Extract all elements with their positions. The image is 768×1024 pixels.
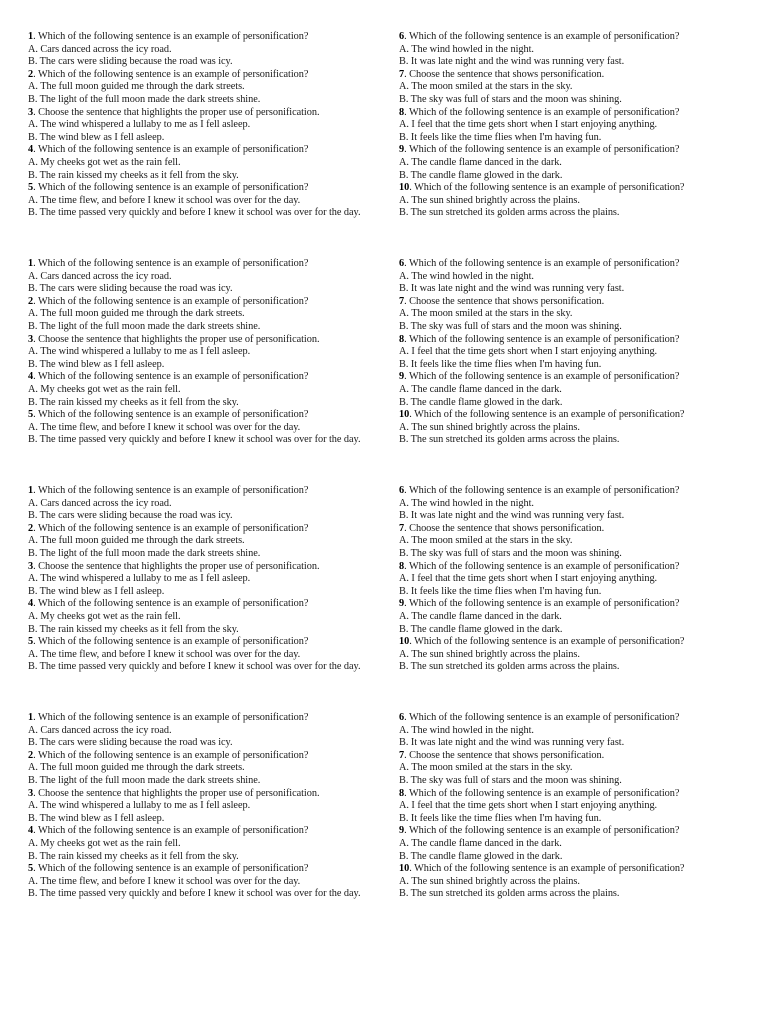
answer-option: A. The wind howled in the night.	[399, 43, 534, 55]
answer-option: B. The rain kissed my cheeks as it fell from the sky.	[28, 623, 239, 635]
answer-option: A. My cheeks got wet as the rain fell.	[28, 610, 181, 622]
question-line	[28, 636, 366, 649]
question-number: 4	[28, 144, 34, 156]
question-number: 1	[28, 258, 34, 269]
question-text: . Which of the following sentence is an example of personification?	[33, 825, 309, 837]
question-number: 8	[399, 106, 405, 118]
question-number: 2	[28, 68, 34, 80]
answer-option: A. The time flew, and before I knew it school was over for the day.	[28, 648, 301, 660]
question-number: 9	[399, 598, 405, 610]
question-line	[28, 750, 366, 763]
question-text: . Which of the following sentence is an example of personification?	[404, 258, 680, 269]
answer-option: B. The cars were sliding because the road was icy.	[28, 56, 233, 68]
question-text: . Choose the sentence that shows personification.	[404, 522, 605, 534]
answer-option: B. The wind blew as I fell asleep.	[28, 812, 165, 824]
answer-option: B. It feels like the time flies when I'm having fun.	[399, 358, 602, 370]
question-number: 7	[399, 295, 405, 307]
question-text: . Which of the following sentence is an example of personification?	[33, 182, 309, 194]
question-block-2-left	[28, 258, 366, 484]
answer-option: A. I feel that the time gets short when I start enjoying anything.	[399, 573, 658, 585]
question-text: . Choose the sentence that highlights the proper use of personification.	[33, 106, 320, 118]
question-number: 6	[399, 258, 405, 269]
answer-option: A. The full moon guided me through the dark streets.	[28, 535, 245, 547]
question-line	[28, 825, 366, 838]
answer-option: B. The wind blew as I fell asleep.	[28, 358, 165, 370]
question-text: . Choose the sentence that shows personification.	[404, 295, 605, 307]
question-text: . Choose the sentence that highlights the proper use of personification.	[33, 787, 320, 799]
question-text: . Which of the following sentence is an example of personification?	[33, 144, 309, 156]
answer-option: B. The candle flame glowed in the dark.	[399, 850, 563, 862]
question-number: 6	[399, 712, 405, 723]
answer-option: B. It feels like the time flies when I'm having fun.	[399, 812, 602, 824]
question-text: . Which of the following sentence is an example of personification?	[404, 560, 680, 572]
answer-option: A. The time flew, and before I knew it school was over for the day.	[28, 194, 301, 206]
question-line	[28, 409, 366, 422]
answer-option: A. Cars danced across the icy road.	[28, 497, 172, 509]
answer-option: B. The sun stretched its golden arms across the plains.	[399, 661, 620, 673]
answer-option: A. The sun shined brightly across the plains.	[399, 648, 580, 660]
question-text: . Which of the following sentence is an example of personification?	[33, 749, 309, 761]
answer-option: B. The sun stretched its golden arms across the plains.	[399, 888, 620, 900]
question-text: . Which of the following sentence is an example of personification?	[409, 182, 685, 194]
answer-option: B. The candle flame glowed in the dark.	[399, 623, 563, 635]
question-line	[399, 69, 739, 82]
question-text: . Which of the following sentence is an example of personification?	[409, 636, 685, 648]
question-text: . Which of the following sentence is an example of personification?	[33, 863, 309, 875]
answer-option: B. The cars were sliding because the road was icy.	[28, 283, 233, 295]
answer-option: A. I feel that the time gets short when I start enjoying anything.	[399, 346, 658, 358]
answer-option: A. The moon smiled at the stars in the sky.	[399, 81, 573, 93]
answer-option: A. The time flew, and before I knew it school was over for the day.	[28, 421, 301, 433]
question-line	[399, 788, 739, 801]
answer-option: A. Cars danced across the icy road.	[28, 43, 172, 55]
question-text: . Which of the following sentence is an example of personification?	[404, 598, 680, 610]
question-number: 5	[28, 863, 34, 875]
question-line	[399, 31, 739, 44]
question-text: . Which of the following sentence is an example of personification?	[404, 712, 680, 723]
question-text: . Which of the following sentence is an example of personification?	[33, 31, 309, 42]
answer-option: B. The cars were sliding because the road was icy.	[28, 737, 233, 749]
question-block-1-right	[399, 31, 739, 257]
question-number: 2	[28, 295, 34, 307]
question-line	[399, 523, 739, 536]
answer-option: B. The wind blew as I fell asleep.	[28, 585, 165, 597]
question-text: . Which of the following sentence is an example of personification?	[33, 522, 309, 534]
question-line	[399, 107, 739, 120]
question-number: 3	[28, 787, 34, 799]
answer-option: A. The full moon guided me through the dark streets.	[28, 762, 245, 774]
question-line	[399, 296, 739, 309]
question-text: . Which of the following sentence is an example of personification?	[33, 68, 309, 80]
question-text: . Which of the following sentence is an example of personification?	[404, 144, 680, 156]
answer-option: A. The wind whispered a lullaby to me as I fell asleep.	[28, 800, 251, 812]
question-block-4-left	[28, 712, 366, 938]
question-line	[399, 258, 739, 271]
question-text: . Which of the following sentence is an example of personification?	[404, 106, 680, 118]
question-line	[28, 334, 366, 347]
question-text: . Choose the sentence that shows personification.	[404, 68, 605, 80]
question-number: 5	[28, 182, 34, 194]
question-line	[399, 409, 739, 422]
question-number: 9	[399, 825, 405, 837]
answer-option: A. My cheeks got wet as the rain fell.	[28, 156, 181, 168]
question-number: 5	[28, 636, 34, 648]
question-line	[399, 561, 739, 574]
answer-option: B. The candle flame glowed in the dark.	[399, 169, 563, 181]
answer-option: B. The time passed very quickly and before I knew it school was over for the day.	[28, 888, 361, 900]
question-block-1-left	[28, 31, 366, 257]
answer-option: A. The sun shined brightly across the plains.	[399, 875, 580, 887]
answer-option: B. The sky was full of stars and the moon was shining.	[399, 547, 622, 559]
answer-option: B. The rain kissed my cheeks as it fell from the sky.	[28, 850, 239, 862]
answer-option: B. The candle flame glowed in the dark.	[399, 396, 563, 408]
question-text: . Which of the following sentence is an example of personification?	[33, 598, 309, 610]
question-number: 4	[28, 371, 34, 383]
answer-option: A. The moon smiled at the stars in the sky.	[399, 535, 573, 547]
question-line	[28, 296, 366, 309]
question-line	[28, 788, 366, 801]
answer-option: A. I feel that the time gets short when I start enjoying anything.	[399, 800, 658, 812]
question-text: . Which of the following sentence is an example of personification?	[404, 787, 680, 799]
question-text: . Which of the following sentence is an example of personification?	[409, 863, 685, 875]
question-number: 3	[28, 333, 34, 345]
question-number: 4	[28, 598, 34, 610]
question-number: 4	[28, 825, 34, 837]
question-line	[399, 712, 739, 725]
question-number: 6	[399, 31, 405, 42]
question-line	[399, 636, 739, 649]
answer-option: A. The wind whispered a lullaby to me as I fell asleep.	[28, 573, 251, 585]
question-block-2-right	[399, 258, 739, 484]
answer-option: A. The full moon guided me through the dark streets.	[28, 81, 245, 93]
question-line	[399, 182, 739, 195]
answer-option: A. I feel that the time gets short when I start enjoying anything.	[399, 119, 658, 131]
answer-option: A. The wind howled in the night.	[399, 270, 534, 282]
answer-option: A. The candle flame danced in the dark.	[399, 383, 562, 395]
answer-option: B. The rain kissed my cheeks as it fell from the sky.	[28, 396, 239, 408]
answer-option: B. The wind blew as I fell asleep.	[28, 131, 165, 143]
answer-option: B. The sun stretched its golden arms across the plains.	[399, 207, 620, 219]
question-text: . Which of the following sentence is an example of personification?	[404, 485, 680, 496]
question-number: 1	[28, 31, 34, 42]
answer-option: B. It was late night and the wind was running very fast.	[399, 283, 625, 295]
question-text: . Choose the sentence that shows personification.	[404, 749, 605, 761]
question-number: 3	[28, 106, 34, 118]
question-line	[399, 863, 739, 876]
question-line	[28, 69, 366, 82]
question-text: . Which of the following sentence is an example of personification?	[33, 712, 309, 723]
question-text: . Which of the following sentence is an example of personification?	[33, 258, 309, 269]
question-number: 9	[399, 371, 405, 383]
answer-option: B. The time passed very quickly and before I knew it school was over for the day.	[28, 661, 361, 673]
answer-option: B. It feels like the time flies when I'm having fun.	[399, 131, 602, 143]
answer-option: A. My cheeks got wet as the rain fell.	[28, 837, 181, 849]
answer-option: B. It was late night and the wind was running very fast.	[399, 510, 625, 522]
question-block-3-right	[399, 485, 739, 711]
question-text: . Which of the following sentence is an example of personification?	[404, 371, 680, 383]
answer-option: A. Cars danced across the icy road.	[28, 270, 172, 282]
question-text: . Choose the sentence that highlights the proper use of personification.	[33, 560, 320, 572]
question-number: 10	[399, 636, 410, 648]
question-number: 8	[399, 333, 405, 345]
question-text: . Which of the following sentence is an example of personification?	[409, 409, 685, 421]
question-number: 8	[399, 560, 405, 572]
answer-option: B. The time passed very quickly and before I knew it school was over for the day.	[28, 207, 361, 219]
question-line	[28, 485, 366, 498]
question-line	[28, 598, 366, 611]
answer-option: B. The time passed very quickly and before I knew it school was over for the day.	[28, 434, 361, 446]
question-line	[28, 182, 366, 195]
question-number: 8	[399, 787, 405, 799]
answer-option: B. The sky was full of stars and the moon was shining.	[399, 93, 622, 105]
answer-option: A. The moon smiled at the stars in the sky.	[399, 762, 573, 774]
answer-option: A. Cars danced across the icy road.	[28, 724, 172, 736]
answer-option: A. The candle flame danced in the dark.	[399, 156, 562, 168]
question-text: . Which of the following sentence is an example of personification?	[33, 295, 309, 307]
answer-option: A. The candle flame danced in the dark.	[399, 837, 562, 849]
question-line	[399, 825, 739, 838]
question-text: . Which of the following sentence is an example of personification?	[33, 636, 309, 648]
question-number: 7	[399, 522, 405, 534]
answer-option: A. The wind whispered a lullaby to me as I fell asleep.	[28, 346, 251, 358]
answer-option: B. The sky was full of stars and the moon was shining.	[399, 320, 622, 332]
question-text: . Which of the following sentence is an example of personification?	[33, 485, 309, 496]
answer-option: B. It feels like the time flies when I'm having fun.	[399, 585, 602, 597]
question-block-4-right	[399, 712, 739, 938]
question-number: 7	[399, 749, 405, 761]
answer-option: B. It was late night and the wind was running very fast.	[399, 737, 625, 749]
answer-option: B. The sun stretched its golden arms across the plains.	[399, 434, 620, 446]
question-text: . Which of the following sentence is an example of personification?	[404, 31, 680, 42]
question-number: 10	[399, 863, 410, 875]
question-line	[28, 863, 366, 876]
question-line	[28, 712, 366, 725]
question-number: 3	[28, 560, 34, 572]
question-number: 10	[399, 182, 410, 194]
answer-option: A. The sun shined brightly across the plains.	[399, 421, 580, 433]
question-line	[28, 144, 366, 157]
question-number: 6	[399, 485, 405, 496]
question-number: 9	[399, 144, 405, 156]
question-number: 2	[28, 522, 34, 534]
answer-option: A. The candle flame danced in the dark.	[399, 610, 562, 622]
answer-option: A. The wind howled in the night.	[399, 724, 534, 736]
answer-option: A. The wind howled in the night.	[399, 497, 534, 509]
answer-option: A. The sun shined brightly across the plains.	[399, 194, 580, 206]
question-line	[28, 523, 366, 536]
answer-option: B. The light of the full moon made the dark streets shine.	[28, 320, 261, 332]
question-line	[399, 485, 739, 498]
question-number: 1	[28, 485, 34, 496]
question-line	[28, 371, 366, 384]
question-text: . Which of the following sentence is an example of personification?	[33, 371, 309, 383]
question-line	[399, 371, 739, 384]
question-line	[399, 750, 739, 763]
answer-option: A. The moon smiled at the stars in the sky.	[399, 308, 573, 320]
answer-option: A. The time flew, and before I knew it school was over for the day.	[28, 875, 301, 887]
question-line	[399, 334, 739, 347]
answer-option: B. The light of the full moon made the dark streets shine.	[28, 774, 261, 786]
question-number: 7	[399, 68, 405, 80]
answer-option: A. The full moon guided me through the dark streets.	[28, 308, 245, 320]
answer-option: B. The light of the full moon made the dark streets shine.	[28, 547, 261, 559]
question-text: . Which of the following sentence is an example of personification?	[404, 825, 680, 837]
question-number: 5	[28, 409, 34, 421]
question-block-3-left	[28, 485, 366, 711]
question-text: . Which of the following sentence is an example of personification?	[33, 409, 309, 421]
answer-option: B. The rain kissed my cheeks as it fell from the sky.	[28, 169, 239, 181]
question-line	[399, 598, 739, 611]
question-line	[28, 31, 366, 44]
question-text: . Which of the following sentence is an example of personification?	[404, 333, 680, 345]
question-number: 1	[28, 712, 34, 723]
answer-option: B. The sky was full of stars and the moon was shining.	[399, 774, 622, 786]
question-line	[28, 561, 366, 574]
question-line	[28, 107, 366, 120]
answer-option: B. The cars were sliding because the road was icy.	[28, 510, 233, 522]
question-line	[399, 144, 739, 157]
answer-option: B. It was late night and the wind was running very fast.	[399, 56, 625, 68]
question-number: 2	[28, 749, 34, 761]
answer-option: B. The light of the full moon made the dark streets shine.	[28, 93, 261, 105]
question-text: . Choose the sentence that highlights the proper use of personification.	[33, 333, 320, 345]
question-line	[28, 258, 366, 271]
answer-option: A. The wind whispered a lullaby to me as I fell asleep.	[28, 119, 251, 131]
answer-option: A. My cheeks got wet as the rain fell.	[28, 383, 181, 395]
question-number: 10	[399, 409, 410, 421]
